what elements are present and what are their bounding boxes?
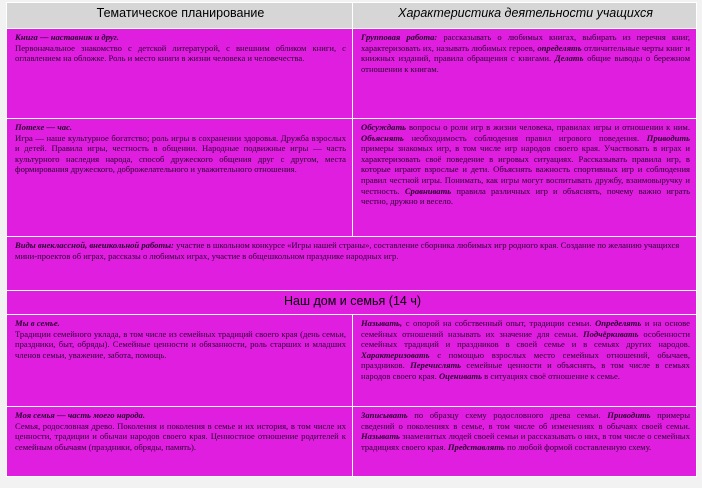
header-student-activity: Характеристика деятельности учащихся: [353, 3, 697, 29]
extracurricular-em: Виды внеклассной, внешкольной работы:: [15, 240, 174, 250]
table-row: [7, 315, 697, 407]
row3-title: Мы в семье.: [15, 318, 60, 328]
row2-em3: Приводить: [646, 132, 690, 143]
header-row: [7, 3, 697, 29]
row2-title: Потехе — час.: [15, 122, 73, 132]
row2-left-text: Игра — наше культурное богатство; роль игры в сохранении здоровья. Дружба взрослых и детей. Правила игры, честность в общении. Народные подвижные игры — часть культурного наследия народа, способ дружеского общения друг с другом, места формирования дружеского, доброжелательного и уважительного отношения.: [15, 132, 346, 175]
row4-text4: по любой формой составленную схему.: [506, 441, 652, 452]
row1-right-cell: [353, 29, 697, 119]
row3-em1: Называть,: [361, 318, 403, 328]
row2-left-cell: [7, 119, 353, 237]
row4-em2: Приводить: [607, 410, 651, 420]
row3-left-text: Традиции семейного уклада, в том числе из семейных традиций своего края (день семьи, праздники, быт, обряды). Семейные ценности и обязанности, роль старших и младших членов семьи, уважение, забота, помощь.: [15, 328, 346, 360]
row3-text6: в ситуациях своё отношение к семье.: [484, 370, 620, 381]
row3-em6: Оценивать: [438, 370, 483, 381]
row4-text2: примеры сведений о поколениях в семье, в том числе об изменениях в обычаях своей семьи.: [361, 410, 690, 431]
row3-text4: с помощью взрослых место семейных отношений, обычаев, праздников.: [361, 349, 690, 371]
row3-em3: Подчёркивать: [582, 328, 639, 339]
row4-em4: Представлять: [447, 441, 505, 452]
planning-table: [6, 2, 697, 477]
row1-left-cell: [7, 29, 353, 119]
row4-text1: по образцу схему родословного древа семьи.: [414, 410, 601, 420]
header-thematic-planning: Тематическое планирование: [7, 3, 353, 29]
row1-em1: Групповая работа:: [361, 32, 438, 42]
row4-title: Моя семья — часть моего народа.: [15, 410, 145, 420]
row3-em4: Характеризовать: [361, 349, 430, 360]
row1-text1: рассказывать о любимых книгах, выбирать из перечня книг, характеризовать их, называть любимых героев,: [361, 32, 690, 53]
row3-left-cell: [7, 315, 353, 407]
row2-em1: Обсуждать: [361, 122, 407, 132]
row4-left-cell: [7, 407, 353, 477]
row3-em5: Перечислять: [410, 360, 462, 371]
table-row: [7, 29, 697, 119]
row3-em2: Определять: [595, 318, 642, 328]
row3-text1: с опорой на собственный опыт, традиции семьи.: [405, 318, 592, 328]
row2-text2: необходимость соблюдения правил игрового поведения.: [411, 132, 640, 143]
row2-em2: Объяснять: [361, 132, 404, 143]
row4-right-cell: [353, 407, 697, 477]
row4-em3: Называть: [361, 431, 400, 442]
row2-em4: Сравнивать: [404, 185, 452, 196]
row1-text3: общие выводы о бережном отношении к книгам.: [361, 53, 691, 74]
extracurricular-cell: [7, 237, 697, 291]
row3-text2: и на основе семейных отношений называть их значение для семьи.: [361, 318, 690, 339]
row2-text3: примеры знакомых игр, в том числе игр народов своего края. Участвовать в играх и характеризовать своё поведение в игровых ситуациях. Рассказывать правила игр, в которые играют взрослые и дети. Объяснять важность спортивных игр и соблюдения правил честной игры. Понимать, как игры могут воспитывать дружбу, взаимовыручку и честность.: [361, 143, 690, 196]
table-row: [7, 119, 697, 237]
row2-text1: вопросы о роли игр в жизни человека, правилах игры и отношении к ним.: [409, 122, 691, 132]
row1-em3: Делать: [554, 53, 584, 64]
row4-text3: знаменитых людей своей семьи и рассказывать о них, в том числе о семейных традициях своего края.: [361, 431, 690, 452]
row1-title: Книга — наставник и друг.: [15, 32, 119, 42]
extracurricular-text: участие в школьном конкурсе «Игры нашей страны», составление сборника любимых игр родного края. Создание по желанию учащихся мини-проектов об играх, рассказы о любимых играх, участие в общешкольном празднике народных игр.: [15, 240, 680, 261]
row3-right-cell: [353, 315, 697, 407]
row2-text4: правила различных игр и объяснять, почему важно играть честно, дружно и весело.: [361, 185, 691, 207]
section-row: [7, 291, 697, 315]
row1-left-text: Первоначальное знакомство с детской литературой, с внешним обликом книги, с оглавлением на обложке. Роль и место книги в жизни человека и человечества.: [15, 42, 346, 64]
row3-text5: семейные ценности и объяснять, в том числе в семьях народов своего края.: [361, 360, 690, 381]
table-row: [7, 237, 697, 291]
row4-em1: Записывать: [361, 410, 408, 420]
section-title: Наш дом и семья (14 ч): [7, 291, 697, 315]
row2-right-cell: [353, 119, 697, 237]
row1-text2: отличительные черты книг и книжных изданий, правила обращения с книгами.: [361, 42, 690, 64]
row3-text3: особенности семейных традиций и праздников в своей семье и в семьях других народов.: [361, 328, 690, 350]
table-row: [7, 407, 697, 477]
row4-left-text: Семья, родословная древо. Поколения и поколения в семье и их история, в том числе их ценности, традиции и обычаи народов своего края. Ценностное отношение родителей к семейным обычаям (праздники, обряды, память).: [15, 420, 346, 452]
row1-em2: определять: [537, 42, 582, 53]
